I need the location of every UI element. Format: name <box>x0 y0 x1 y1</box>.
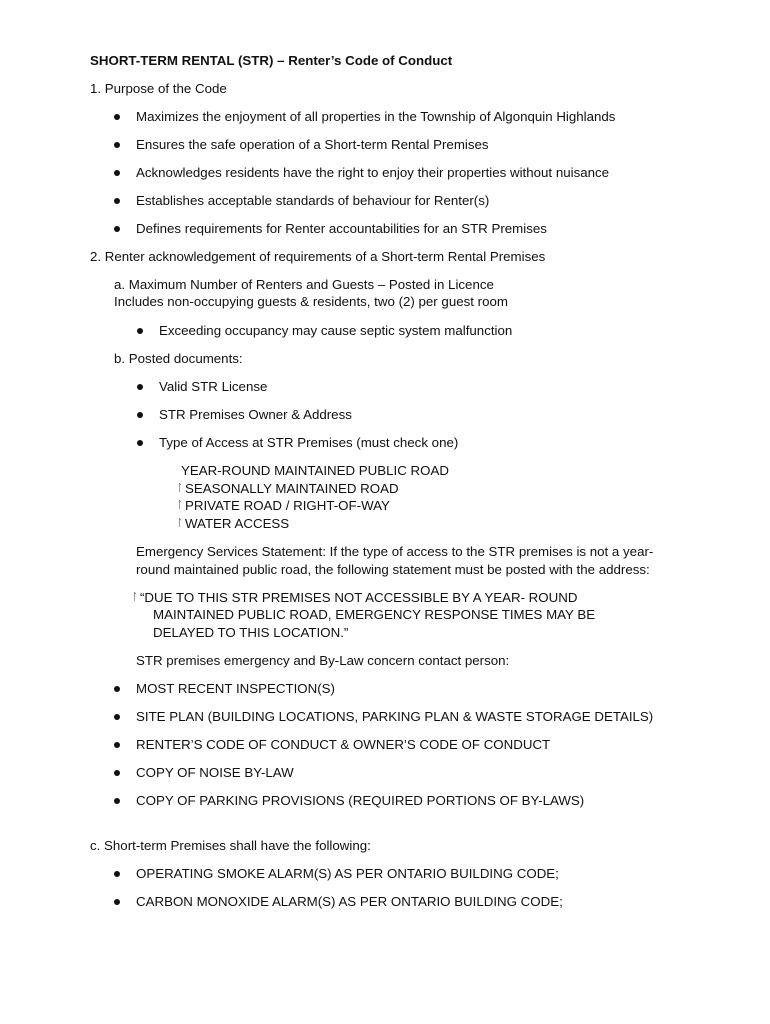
purpose-item: Maximizes the enjoyment of all properties in the Township of Algonquin Highlands <box>136 109 616 124</box>
bullet-icon <box>137 440 143 446</box>
access-option-seasonal: SEASONALLY MAINTAINED ROAD <box>185 481 399 496</box>
document-title: SHORT-TERM RENTAL (STR) – Renter’s Code of Conduct <box>90 53 453 68</box>
posted-doc-item: STR Premises Owner & Address <box>159 407 352 422</box>
premises-requirement-item: OPERATING SMOKE ALARM(S) AS PER ONTARIO BUILDING CODE; <box>136 866 559 881</box>
required-doc-item: MOST RECENT INSPECTION(S) <box>136 681 335 696</box>
bullet-icon <box>137 412 143 418</box>
bullet-icon <box>114 686 120 692</box>
purpose-item: Establishes acceptable standards of behaviour for Renter(s) <box>136 193 490 208</box>
posted-statement: “DUE TO THIS STR PREMISES NOT ACCESSIBLE BY A YEAR- ROUND <box>140 590 578 605</box>
bullet-icon <box>114 170 120 176</box>
required-doc-item: RENTER’S CODE OF CONDUCT & OWNER’S CODE OF CONDUCT <box>136 737 551 752</box>
subsection-c-heading: c. Short-term Premises shall have the following: <box>90 838 371 853</box>
access-option-private-road: PRIVATE ROAD / RIGHT-OF-WAY <box>185 498 390 513</box>
required-doc-item: COPY OF NOISE BY-LAW <box>136 765 294 780</box>
checkbox-icon[interactable]: ᛚ <box>177 500 183 511</box>
emergency-statement-intro-2: round maintained public road, the following statement must be posted with the address: <box>136 562 650 577</box>
purpose-item: Acknowledges residents have the right to enjoy their properties without nuisance <box>136 165 610 180</box>
bullet-icon <box>114 226 120 232</box>
bullet-icon <box>114 770 120 776</box>
subsection-a-note: Includes non-occupying guests & residents, two (2) per guest room <box>114 294 508 309</box>
subsection-a-heading: a. Maximum Number of Renters and Guests – Posted in Licence <box>114 277 494 292</box>
bullet-icon <box>114 114 120 120</box>
bullet-icon <box>114 871 120 877</box>
posted-doc-item: Type of Access at STR Premises (must check one) <box>159 435 459 450</box>
posted-statement-2: MAINTAINED PUBLIC ROAD, EMERGENCY RESPONSE TIMES MAY BE <box>153 607 596 622</box>
checkbox-icon[interactable]: ᛚ <box>177 518 183 529</box>
posted-doc-item: Valid STR License <box>159 379 268 394</box>
premises-requirement-item: CARBON MONOXIDE ALARM(S) AS PER ONTARIO BUILDING CODE; <box>136 894 563 909</box>
purpose-item: Defines requirements for Renter accountabilities for an STR Premises <box>136 221 547 236</box>
required-doc-item: COPY OF PARKING PROVISIONS (REQUIRED PORTIONS OF BY-LAWS) <box>136 793 585 808</box>
bullet-icon <box>137 328 143 334</box>
required-doc-item: SITE PLAN (BUILDING LOCATIONS, PARKING PLAN & WASTE STORAGE DETAILS) <box>136 709 654 724</box>
checkbox-icon[interactable]: ᛚ <box>177 483 183 494</box>
access-option-year-round: YEAR-ROUND MAINTAINED PUBLIC ROAD <box>181 463 449 478</box>
emergency-statement-intro: Emergency Services Statement: If the type of access to the STR premises is not a year- <box>136 544 654 559</box>
section-2-heading: 2. Renter acknowledgement of requirements of a Short-term Rental Premises <box>90 249 546 264</box>
bullet-icon <box>114 198 120 204</box>
posted-statement-3: DELAYED TO THIS LOCATION.” <box>153 625 349 640</box>
subsection-b-heading: b. Posted documents: <box>114 351 243 366</box>
section-1-heading: 1. Purpose of the Code <box>90 81 227 96</box>
checkbox-icon[interactable]: ᛚ <box>132 592 138 603</box>
bullet-icon <box>114 142 120 148</box>
bullet-icon <box>114 742 120 748</box>
purpose-item: Ensures the safe operation of a Short-term Rental Premises <box>136 137 489 152</box>
access-option-water: WATER ACCESS <box>185 516 290 531</box>
bullet-icon <box>114 714 120 720</box>
contact-person-label: STR premises emergency and By-Law concern contact person: <box>136 653 510 668</box>
bullet-icon <box>137 384 143 390</box>
bullet-icon <box>114 899 120 905</box>
bullet-icon <box>114 798 120 804</box>
occupancy-warning: Exceeding occupancy may cause septic system malfunction <box>159 323 513 338</box>
